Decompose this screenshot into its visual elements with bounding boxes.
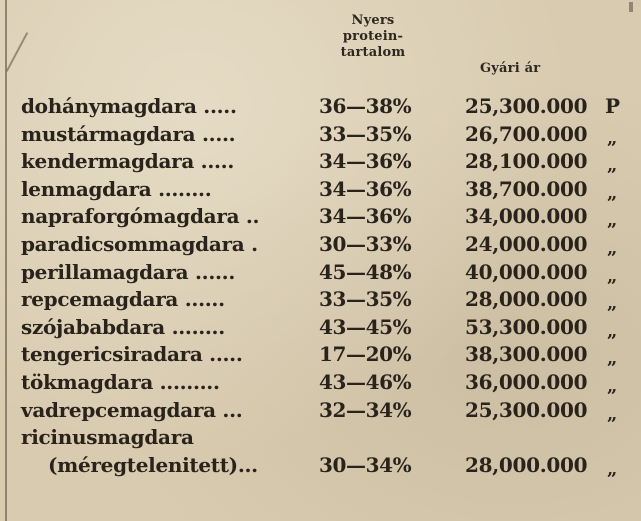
protein-range: 34—36% bbox=[319, 176, 412, 201]
protein-range: 34—36% bbox=[319, 149, 412, 174]
factory-price: 26,700.000 bbox=[465, 121, 588, 146]
protein-range: 32—34% bbox=[319, 397, 412, 422]
table-row bbox=[0, 341, 641, 369]
protein-range: 17—20% bbox=[319, 342, 412, 367]
table-row bbox=[0, 231, 641, 259]
product-name: napraforgómagdara .. bbox=[21, 204, 260, 229]
corner-ink-mark bbox=[629, 2, 633, 12]
product-name: tengericsiradara ..... bbox=[21, 342, 243, 367]
table-row bbox=[0, 176, 641, 204]
product-name: lenmagdara ........ bbox=[21, 176, 212, 201]
ditto-mark: „ bbox=[607, 210, 618, 232]
ditto-mark: „ bbox=[607, 182, 618, 204]
product-name: repcemagdara ...... bbox=[21, 287, 225, 312]
currency-unit: P bbox=[605, 94, 621, 118]
table-row bbox=[0, 369, 641, 397]
protein-column-header bbox=[318, 13, 428, 61]
factory-price: 40,000.000 bbox=[465, 259, 588, 284]
product-name: szójababdara ........ bbox=[21, 314, 225, 339]
factory-price: 28,000.000 bbox=[465, 287, 588, 312]
ditto-mark: „ bbox=[607, 403, 618, 425]
product-name: perillamagdara ...... bbox=[21, 259, 235, 284]
table-row bbox=[0, 93, 641, 121]
ditto-mark: „ bbox=[607, 375, 618, 397]
factory-price: 36,000.000 bbox=[465, 369, 588, 394]
factory-price-column-header: Gyári ár bbox=[480, 61, 541, 76]
ditto-mark: „ bbox=[607, 155, 618, 177]
product-name: tökmagdara ......... bbox=[21, 369, 220, 394]
product-name: kendermagdara ..... bbox=[21, 149, 234, 174]
protein-header-line: tartalom bbox=[340, 45, 406, 60]
protein-range: 33—35% bbox=[319, 121, 412, 146]
protein-range: 30—34% bbox=[319, 452, 412, 477]
ditto-mark: „ bbox=[607, 348, 618, 370]
print-scratch bbox=[6, 32, 28, 72]
price-table bbox=[0, 93, 641, 479]
factory-price: 24,000.000 bbox=[465, 231, 588, 256]
ditto-mark: „ bbox=[607, 265, 618, 287]
table-row bbox=[0, 286, 641, 314]
protein-range: 43—45% bbox=[319, 314, 412, 339]
protein-header-line: Nyers bbox=[351, 13, 395, 28]
protein-range: 43—46% bbox=[319, 369, 412, 394]
ditto-mark: „ bbox=[607, 127, 618, 149]
ditto-mark: „ bbox=[607, 320, 618, 342]
product-name: paradicsommagdara . bbox=[21, 231, 258, 256]
protein-header-line: protein- bbox=[342, 29, 404, 44]
table-row bbox=[0, 424, 641, 452]
table-row bbox=[0, 203, 641, 231]
ditto-mark: „ bbox=[607, 237, 618, 259]
protein-range: 33—35% bbox=[319, 287, 412, 312]
factory-price: 28,100.000 bbox=[465, 149, 588, 174]
factory-price: 38,700.000 bbox=[465, 176, 588, 201]
factory-price: 53,300.000 bbox=[465, 314, 588, 339]
product-name: ricinusmagdara bbox=[21, 425, 194, 450]
factory-price: 25,300.000 bbox=[465, 94, 588, 118]
protein-range: 45—48% bbox=[319, 259, 412, 284]
factory-price: 25,300.000 bbox=[465, 397, 588, 422]
table-row bbox=[0, 148, 641, 176]
protein-range: 36—38% bbox=[319, 94, 412, 118]
table-row bbox=[0, 452, 641, 480]
table-row bbox=[0, 121, 641, 149]
table-row bbox=[0, 397, 641, 425]
table-row bbox=[0, 259, 641, 287]
ditto-mark: „ bbox=[607, 293, 618, 315]
factory-price: 34,000.000 bbox=[465, 204, 588, 229]
product-name: mustármagdara ..... bbox=[21, 121, 236, 146]
product-name: dohánymagdara ..... bbox=[21, 94, 237, 118]
ditto-mark: „ bbox=[607, 458, 618, 480]
protein-range: 30—33% bbox=[319, 231, 412, 256]
protein-range: 34—36% bbox=[319, 204, 412, 229]
product-name: vadrepcemagdara ... bbox=[21, 397, 243, 422]
product-name: (méregtelenitett)... bbox=[48, 452, 258, 477]
factory-price: 28,000.000 bbox=[465, 452, 588, 477]
factory-price: 38,300.000 bbox=[465, 342, 588, 367]
table-row bbox=[0, 314, 641, 342]
